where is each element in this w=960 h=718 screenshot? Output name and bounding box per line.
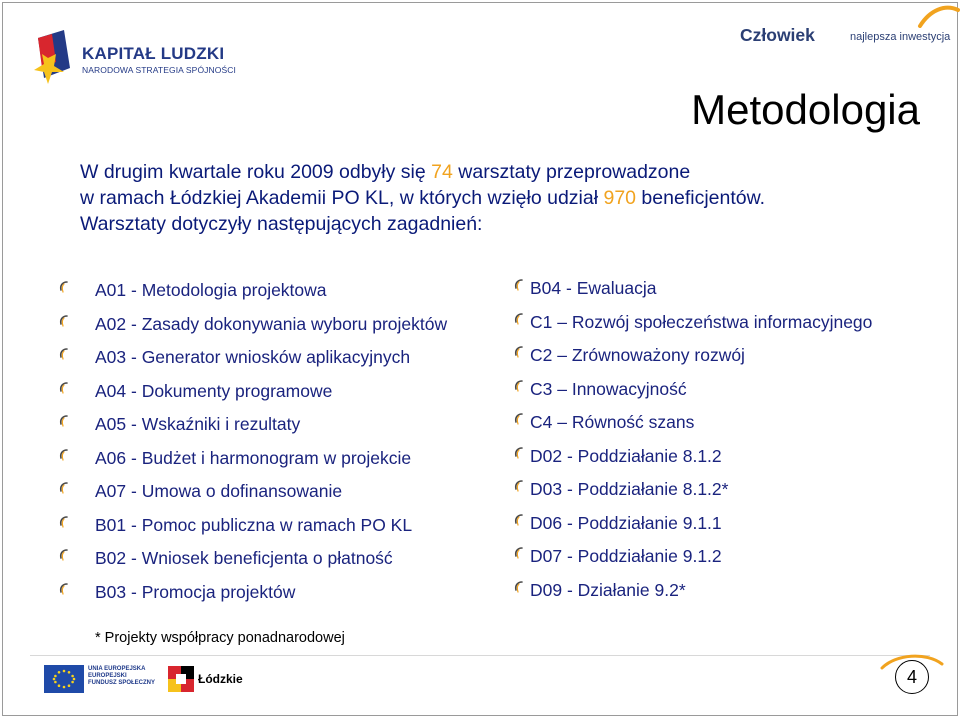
topic-label: D09 - Działanie 9.2* bbox=[530, 579, 686, 600]
kapital-ludzki-mark-icon bbox=[34, 28, 74, 88]
topic-label: A07 - Umowa o dofinansowanie bbox=[95, 481, 343, 501]
lodzkie-mark-icon bbox=[168, 666, 194, 692]
bullet-icon bbox=[58, 548, 70, 564]
lodzkie-text: Łódzkie bbox=[198, 672, 243, 686]
topic-label: A01 - Metodologia projektowa bbox=[95, 280, 327, 300]
topic-label: C1 – Rozwój społeczeństwa informacyjnego bbox=[530, 311, 873, 332]
topic-label: C2 – Zrównoważony rozwój bbox=[530, 345, 745, 365]
footer-divider bbox=[30, 655, 930, 656]
page-title: Metodologia bbox=[691, 86, 920, 133]
footnote: * Projekty współpracy ponadnarodowej bbox=[95, 630, 345, 646]
bullet-icon bbox=[58, 414, 70, 430]
bullet-icon bbox=[513, 580, 525, 596]
page-number: 4 bbox=[895, 660, 929, 694]
topic-label: C3 – Innowacyjność bbox=[530, 378, 687, 399]
topic-label: D02 - Poddziałanie 8.1.2 bbox=[530, 445, 722, 466]
topic-label: B03 - Promocja projektów bbox=[95, 581, 296, 602]
intro-line-1 bbox=[80, 159, 920, 185]
kapital-ludzki-subtitle: NARODOWA STRATEGIA SPÓJNOŚCI bbox=[82, 65, 236, 75]
workshops-count: 74 bbox=[431, 161, 453, 183]
topic-label: D07 - Poddziałanie 9.1.2 bbox=[530, 546, 722, 566]
topic-label: A04 - Dokumenty programowe bbox=[95, 380, 333, 401]
bullet-icon bbox=[513, 479, 525, 495]
bullet-icon bbox=[58, 381, 70, 397]
intro-line-2 bbox=[80, 185, 920, 211]
bullet-icon bbox=[58, 582, 70, 598]
bullet-icon bbox=[513, 312, 525, 328]
bullet-icon bbox=[513, 446, 525, 462]
bullet-icon bbox=[513, 412, 525, 428]
bullet-icon bbox=[58, 280, 70, 296]
bullet-icon bbox=[513, 379, 525, 395]
kapital-ludzki-logo bbox=[34, 28, 234, 90]
topic-label: C4 – Równość szans bbox=[530, 412, 695, 432]
bullet-icon bbox=[58, 347, 70, 363]
intro-text bbox=[80, 159, 920, 237]
intro-line-1-post: warsztaty przeprowadzone bbox=[452, 161, 691, 183]
eu-logo bbox=[44, 665, 154, 695]
bullet-icon bbox=[58, 314, 70, 330]
bullet-icon bbox=[513, 278, 525, 294]
lodzkie-logo bbox=[168, 664, 258, 696]
czlowiek-logo bbox=[740, 4, 951, 52]
swoosh-icon bbox=[890, 4, 960, 28]
czlowiek-title: Człowiek bbox=[740, 25, 815, 45]
topic-label: A06 - Budżet i harmonogram w projekcie bbox=[95, 447, 412, 468]
eu-line-2: EUROPEJSKI bbox=[88, 673, 127, 679]
intro-line-3: Warsztaty dotyczyły następujących zagadnień: bbox=[80, 213, 483, 235]
bullet-icon bbox=[58, 515, 70, 531]
eu-flag-icon bbox=[44, 665, 84, 693]
topic-label: D03 - Poddziałanie 8.1.2* bbox=[530, 479, 729, 499]
topic-label: B01 - Pomoc publiczna w ramach PO KL bbox=[95, 514, 413, 535]
beneficiaries-count: 970 bbox=[603, 187, 637, 209]
bullet-icon bbox=[513, 513, 525, 529]
topic-label: B04 - Ewaluacja bbox=[530, 278, 657, 298]
topic-label: A05 - Wskaźniki i rezultaty bbox=[95, 414, 301, 434]
bullet-icon bbox=[58, 448, 70, 464]
eu-line-3: FUNDUSZ SPOŁECZNY bbox=[88, 680, 156, 686]
intro-line-1-pre: W drugim kwartale roku 2009 odbyły się bbox=[80, 161, 432, 183]
intro-line-2-post: beneficjentów. bbox=[636, 187, 766, 209]
bullet-icon bbox=[513, 546, 525, 562]
kapital-ludzki-title: KAPITAŁ LUDZKI bbox=[82, 44, 225, 63]
czlowiek-subtitle: najlepsza inwestycja bbox=[850, 31, 951, 43]
topic-label: A03 - Generator wniosków aplikacyjnych bbox=[95, 347, 411, 367]
topic-label: D06 - Poddziałanie 9.1.1 bbox=[530, 512, 722, 533]
bullet-icon bbox=[58, 481, 70, 497]
topic-label: B02 - Wniosek beneficjenta o płatność bbox=[95, 548, 393, 568]
eu-line-1: UNIA EUROPEJSKA bbox=[88, 666, 146, 672]
topic-label: A02 - Zasady dokonywania wyboru projektów bbox=[95, 313, 448, 334]
eu-text bbox=[88, 666, 155, 687]
bullet-icon bbox=[513, 345, 525, 361]
intro-line-2-pre: w ramach Łódzkiej Akademii PO KL, w których wzięło udział bbox=[80, 187, 604, 209]
